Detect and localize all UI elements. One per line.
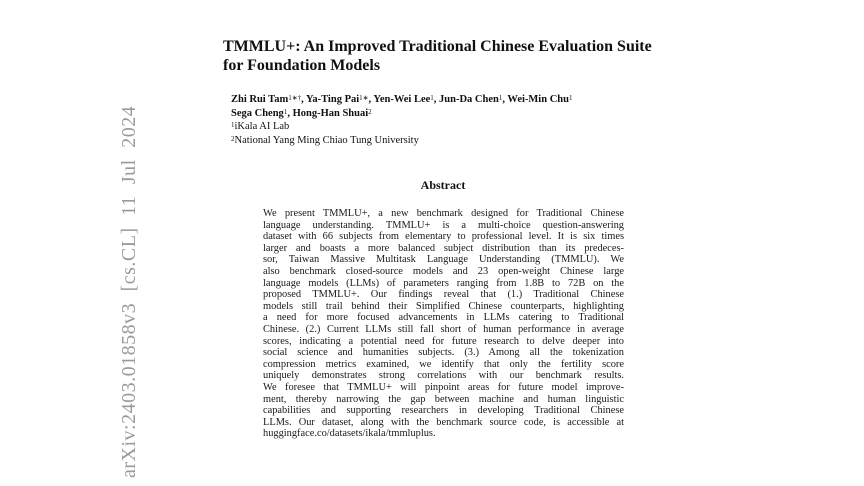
author-line-2 <box>231 107 671 121</box>
author-separator: , <box>301 94 306 105</box>
author-affiliation-mark: 1∗ <box>359 94 369 102</box>
abstract-line: models still trail behind their Simplified Chinese counterparts, highlighting <box>263 300 624 312</box>
author-separator: , <box>433 94 440 105</box>
author-list <box>231 93 671 120</box>
author-name: Hong-Han Shuai <box>292 107 369 119</box>
author-name: Yen-Wei Lee <box>373 94 431 105</box>
author-affiliation-mark: 1 <box>430 94 434 102</box>
author-name: Jun-Da Chen <box>439 94 499 105</box>
affiliation-item <box>231 134 671 148</box>
author-name: Sega Cheng <box>231 107 284 119</box>
author-line-1 <box>231 93 671 107</box>
abstract-line: capabilities and supporting researchers in developing Traditional Chinese <box>263 405 624 417</box>
author-name: Wei-Min Chu <box>507 94 569 105</box>
arxiv-identifier-stamp: arXiv:2403.01858v3 [cs.CL] 11 Jul 2024 <box>118 105 140 478</box>
abstract-line: scores, indicating a potential need for future research to delve deeper into <box>263 335 624 347</box>
affiliation-name: iKala AI Lab <box>234 121 290 132</box>
author-affiliation-mark: 2 <box>368 107 372 116</box>
author-separator: , <box>502 94 508 105</box>
abstract-line: language models (LLMs) of parameters ranging from 1.8B to 72B on the <box>263 277 624 289</box>
author-name: Ya-Ting Pai <box>305 94 360 105</box>
affiliation-list <box>231 120 671 147</box>
abstract-line: language understanding. TMMLU+ is a multi-choice question-answering <box>263 219 624 231</box>
title-line-2: for Foundation Models <box>223 57 381 74</box>
abstract-line: Chinese. (2.) Current LLMs still fall short of human performance in average <box>263 323 624 335</box>
abstract-line: LLMs. Our dataset, along with the benchmark source code, is accessible at <box>263 416 624 428</box>
abstract-line: compression metrics examined, we identify that only the fertility score <box>263 358 624 370</box>
abstract-heading: Abstract <box>420 178 466 192</box>
author-affiliation-mark: 1 <box>568 94 573 102</box>
abstract-line: social science and humanities subjects. (3.) Among all the tokenization <box>263 347 624 359</box>
author-affiliation-mark: 1∗† <box>288 94 302 102</box>
abstract-line: sor, Taiwan Massive Multitask Language Understanding (TMMLU). We <box>263 254 624 266</box>
affiliation-mark: 1 <box>231 121 235 129</box>
affiliation-item <box>231 120 671 134</box>
author-affiliation-mark: 1 <box>498 94 503 102</box>
abstract-body <box>263 208 624 440</box>
abstract-line: uniquely demonstrates strong correlations with our benchmark results. <box>263 370 624 382</box>
author-separator: , <box>287 107 293 119</box>
abstract-line: We foresee that TMMLU+ will pinpoint areas for future model improve- <box>263 381 624 393</box>
abstract-line: We present TMMLU+, a new benchmark designed for Traditional Chinese <box>263 208 624 219</box>
author-separator: , <box>368 94 374 105</box>
abstract-line: dataset with 66 subjects from elementary to professional level. It is six times <box>263 231 624 243</box>
affiliation-name: National Yang Ming Chiao Tung University <box>234 134 419 146</box>
abstract-line: a need for more focused advancements in LLMs catering to Traditional <box>263 312 624 324</box>
dataset-link[interactable]: huggingface.co/datasets/ikala/tmmluplus. <box>263 428 436 440</box>
abstract-line: proposed TMMLU+. Our findings reveal that (1.) Traditional Chinese <box>263 289 624 301</box>
abstract-line: ment, thereby narrowing the gap between machine and human linguistic <box>263 393 624 405</box>
author-affiliation-mark: 1 <box>283 107 288 116</box>
paper-title <box>223 37 683 75</box>
author-name: Zhi Rui Tam <box>231 94 289 105</box>
title-line-1: TMMLU+: An Improved Traditional Chinese Evaluation Suite <box>223 38 652 55</box>
abstract-line: also benchmark closed-source models and 23 open-weight Chinese large <box>263 265 624 277</box>
affiliation-mark: 2 <box>231 134 235 143</box>
abstract-line: larger and boasts a more balanced subject distribution than its predeces- <box>263 242 624 254</box>
